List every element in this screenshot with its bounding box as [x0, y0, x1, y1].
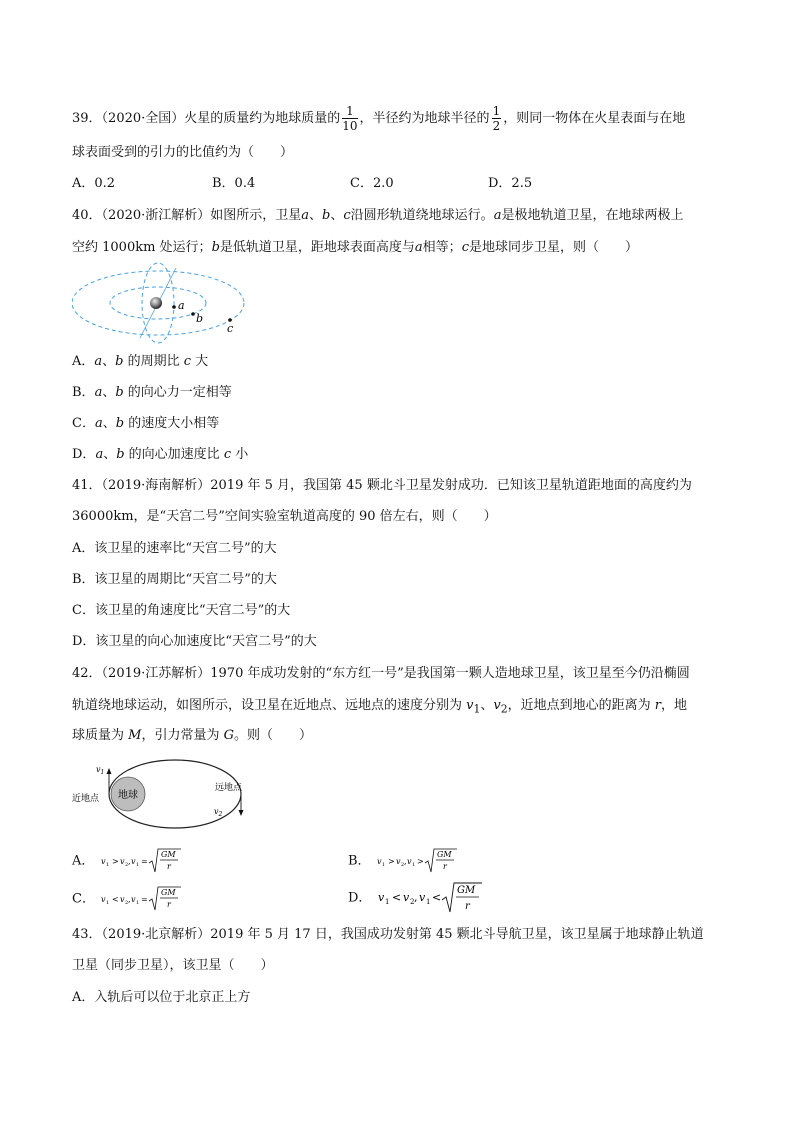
svg-text:2: 2 — [409, 898, 415, 906]
v2-arrowhead — [239, 810, 244, 816]
svg-text:<: < — [112, 895, 119, 904]
q39-lead: 39．（2020·全国）火星的质量约为地球质量的 — [72, 111, 341, 126]
svg-text:<: < — [431, 891, 441, 904]
svg-text:,: , — [128, 895, 131, 904]
label-b: b — [196, 312, 204, 325]
svg-text:,: , — [413, 891, 418, 904]
svg-text:1: 1 — [105, 862, 109, 868]
q40-line-2: 空约 1000km 处运行；b是低轨道卫星，距地球表面高度与a相等；c是地球同步卫星，则（ ） — [72, 240, 638, 255]
svg-text:v: v — [101, 895, 106, 904]
svg-text:2: 2 — [124, 862, 128, 868]
svg-text:GM: GM — [161, 888, 176, 897]
q42-option-c[interactable]: C． v 1 < v 2 , v 1 = GM r — [72, 884, 189, 914]
v1-arrowhead — [107, 768, 112, 774]
svg-text:=: = — [140, 857, 148, 866]
svg-text:v: v — [130, 857, 136, 866]
q43-line-1: 43．（2019·北京解析）2019 年 5 月 17 日，我国成功发射第 45 颗北斗导航卫星，该卫星属于地球静止轨道 — [72, 927, 704, 942]
near-point-label: 近地点 — [72, 794, 100, 804]
svg-text:v: v — [395, 857, 401, 866]
svg-text:v: v — [120, 895, 125, 904]
svg-text:r: r — [464, 901, 470, 912]
q39-option-c[interactable]: C．2.0 — [350, 176, 394, 191]
v2-label: $v_2$ — [214, 807, 223, 818]
q40-orbit-diagram — [72, 262, 248, 348]
q39-line-1 — [72, 104, 685, 133]
q40-option-c[interactable]: C．a、b 的速度大小相等 — [72, 416, 220, 431]
q43-option-a[interactable]: A．入轨后可以位于北京正上方 — [72, 990, 251, 1005]
svg-text:r: r — [442, 862, 447, 871]
q40-option-a[interactable]: A．a、b 的周期比 c 大 — [72, 354, 209, 369]
svg-text:=: = — [141, 895, 148, 904]
q41-line-2: 36000km，是“天宫二号”空间实验室轨道高度的 90 倍左右，则（ ） — [72, 509, 497, 524]
far-point-label: 远地点 — [215, 783, 243, 793]
svg-text:1: 1 — [106, 900, 110, 906]
q41-line-1: 41．（2019·海南解析）2019 年 5 月，我国第 45 颗北斗卫星发射成功．已知该卫星轨道距地面的高度约为 — [72, 478, 692, 493]
svg-text:v: v — [402, 891, 409, 904]
q39-line-2: 球表面受到的引力的比值约为（ ） — [72, 145, 294, 160]
svg-text:1: 1 — [381, 862, 385, 868]
q42-option-b[interactable]: B． v 1 > v 2 , v 1 > GM r — [348, 846, 465, 876]
label-a: a — [178, 299, 185, 312]
svg-text:1: 1 — [425, 898, 431, 906]
q41-option-b[interactable]: B．该卫星的周期比“天宫二号”的大 — [72, 572, 277, 587]
svg-text:v: v — [131, 895, 136, 904]
q41-option-a[interactable]: A．该卫星的速率比“天宫二号”的大 — [72, 541, 277, 556]
q42-option-a[interactable]: A． v 1 > v 2 , v 1 = GM r — [72, 846, 189, 876]
svg-text:1: 1 — [135, 862, 139, 868]
q42-formula-b — [375, 846, 465, 876]
q39-fraction-2: $\frac{1}{2}$ — [492, 104, 501, 133]
svg-text:2: 2 — [400, 862, 404, 868]
q40-line-1: 40．（2020·浙江解析）如图所示，卫星a、b、c沿圆形轨道绕地球运行。a是极地轨道卫星，在地球两极上 — [72, 208, 684, 223]
svg-text:,: , — [127, 857, 131, 866]
q42-option-d[interactable]: D． v 1 < v 2 , v 1 < GM r — [348, 880, 486, 916]
svg-text:1: 1 — [384, 898, 390, 906]
q39-option-a[interactable]: A．0.2 — [72, 176, 116, 191]
svg-text:r: r — [166, 862, 171, 871]
q42-line-3: 球质量为 M，引力常量为 G。则（ ） — [72, 728, 312, 743]
q40-option-b[interactable]: B．a、b 的向心力一定相等 — [72, 385, 232, 400]
v1-label: $v_1$ — [96, 765, 105, 776]
q39-mid: ，半径约为地球半径的 — [359, 111, 490, 126]
q39-option-b[interactable]: B．0.4 — [212, 176, 256, 191]
svg-text:v: v — [418, 891, 425, 904]
svg-text:>: > — [387, 857, 395, 866]
svg-text:r: r — [167, 900, 171, 909]
earth-label: 地球 — [118, 790, 138, 801]
q39-fraction-1: $\frac{1}{10}$ — [342, 104, 358, 133]
q40-option-d[interactable]: D．a、b 的向心加速度比 c 小 — [72, 447, 249, 462]
q42-ellipse-diagram — [70, 758, 250, 834]
svg-text:v: v — [119, 857, 125, 866]
earth-icon — [150, 297, 162, 309]
svg-text:>: > — [416, 857, 424, 866]
q43-line-2: 卫星（同步卫星），该卫星（ ） — [72, 958, 274, 973]
svg-text:GM: GM — [160, 850, 176, 859]
label-c: c — [227, 322, 234, 335]
svg-text:>: > — [111, 857, 119, 866]
svg-text:v: v — [376, 857, 382, 866]
satellite-a — [172, 305, 176, 309]
svg-text:2: 2 — [125, 900, 129, 906]
q39-tail: ，则同一物体在火星表面与在地 — [503, 111, 686, 126]
svg-text:,: , — [403, 857, 407, 866]
q39-option-d[interactable]: D．2.5 — [488, 176, 533, 191]
q42-line-1: 42．（2019·江苏解析）1970 年成功发射的“东方红一号”是我国第一颗人造地球卫星，该卫星至今仍沿椭圆 — [72, 666, 690, 681]
svg-text:1: 1 — [136, 900, 140, 906]
q42-line-2: 轨道绕地球运动，如图所示，设卫星在近地点、远地点的速度分别为 $v_1$、$v_2$，近地点到地心的距离为 r，地 — [72, 698, 688, 716]
q42-formula-c — [99, 884, 189, 914]
svg-text:v: v — [406, 857, 412, 866]
q41-option-c[interactable]: C．该卫星的角速度比“天宫二号”的大 — [72, 603, 291, 618]
svg-text:GM: GM — [436, 850, 452, 859]
svg-text:v: v — [377, 891, 384, 904]
svg-text:v: v — [100, 857, 106, 866]
satellite-b — [191, 312, 195, 316]
svg-text:1: 1 — [411, 862, 415, 868]
svg-text:<: < — [391, 891, 401, 904]
q41-option-d[interactable]: D．该卫星的向心加速度比“天宫二号”的大 — [72, 634, 317, 649]
q42-formula-a — [99, 846, 189, 876]
q42-formula-d — [376, 880, 486, 916]
svg-text:GM: GM — [456, 885, 475, 896]
